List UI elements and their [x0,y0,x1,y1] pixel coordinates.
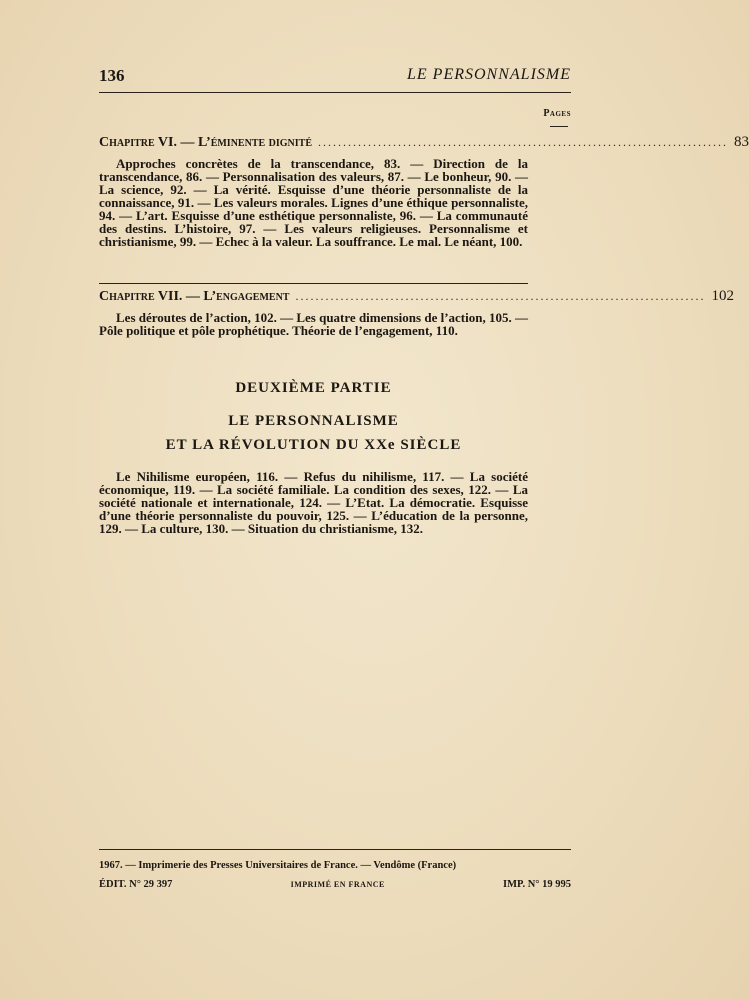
printer-credit: 1967. — Imprimerie des Presses Universitaires de France. — Vendôme (France) [99,860,457,871]
running-title: LE PERSONNALISME [407,66,571,83]
printer-line [99,860,571,871]
section-divider [99,283,528,284]
part-summary: Le Nihilisme européen, 116. — Refus du nihilisme, 117. — La société économique, 119. — La société familiale. La condition des sexes, 122. — La société nationale et internationale, 124. — L’Etat. La démocratie. Esquisse d’une théorie personnaliste du pouvoir, 125. — L’éducation de la personne, 129. — La culture, 130. — Situation du christianisme, 132. [99,469,528,536]
dot-leader: .................................................................................. [318,135,728,149]
dot-leader: .................................................................................. [295,289,706,303]
pages-column-label: Pages [543,108,571,119]
imprint-number: IMP. N° 19 995 [503,879,571,890]
toc-entry-chapter-7 [99,288,734,306]
pages-column-dash [550,126,568,127]
toc-entry-chapter-6 [99,134,749,152]
printed-in-france: IMPRIMÉ EN FRANCE [290,880,385,889]
footer-rule [99,849,571,850]
running-head [99,66,571,88]
chapter-title: Chapitre VI. — L’éminente dignité [99,135,312,150]
page-number: 136 [99,66,125,85]
chapter-title: Chapitre VII. — L’engagement [99,289,290,304]
chapter-page-number: 102 [711,288,734,304]
part-label: DEUXIÈME PARTIE [235,380,392,396]
header-rule [99,92,571,93]
chapter-summary: Les déroutes de l’action, 102. — Les quatre dimensions de l’action, 105. — Pôle politique et pôle prophétique. Théorie de l’engagement, 110. [99,310,528,338]
edition-number: ÉDIT. N° 29 397 [99,879,173,890]
chapter-summary: Approches concrètes de la transcendance, 83. — Direction de la transcendance, 86. — Personnalisation des valeurs, 87. — Le bonheur, 90. — La science, 92. — La vérité. Esquisse d’une théorie personnaliste de la connaissance, 91. — Les valeurs morales. Lignes d’une éthique personnaliste, 94. — L’art. Esquisse d’une esthétique personnaliste, 96. — La communauté des destins. L’histoire, 97. — Les valeurs religieuses. Personnalisme et christianisme, 99. — Echec à la valeur. La souffrance. Le mal. Le néant, 100. [99,156,528,249]
edition-line [99,879,571,890]
chapter-page-number: 83 [734,134,749,150]
part-title-line-2: ET LA RÉVOLUTION DU XXe SIÈCLE [165,437,462,453]
part-title-line-1: LE PERSONNALISME [228,413,399,429]
